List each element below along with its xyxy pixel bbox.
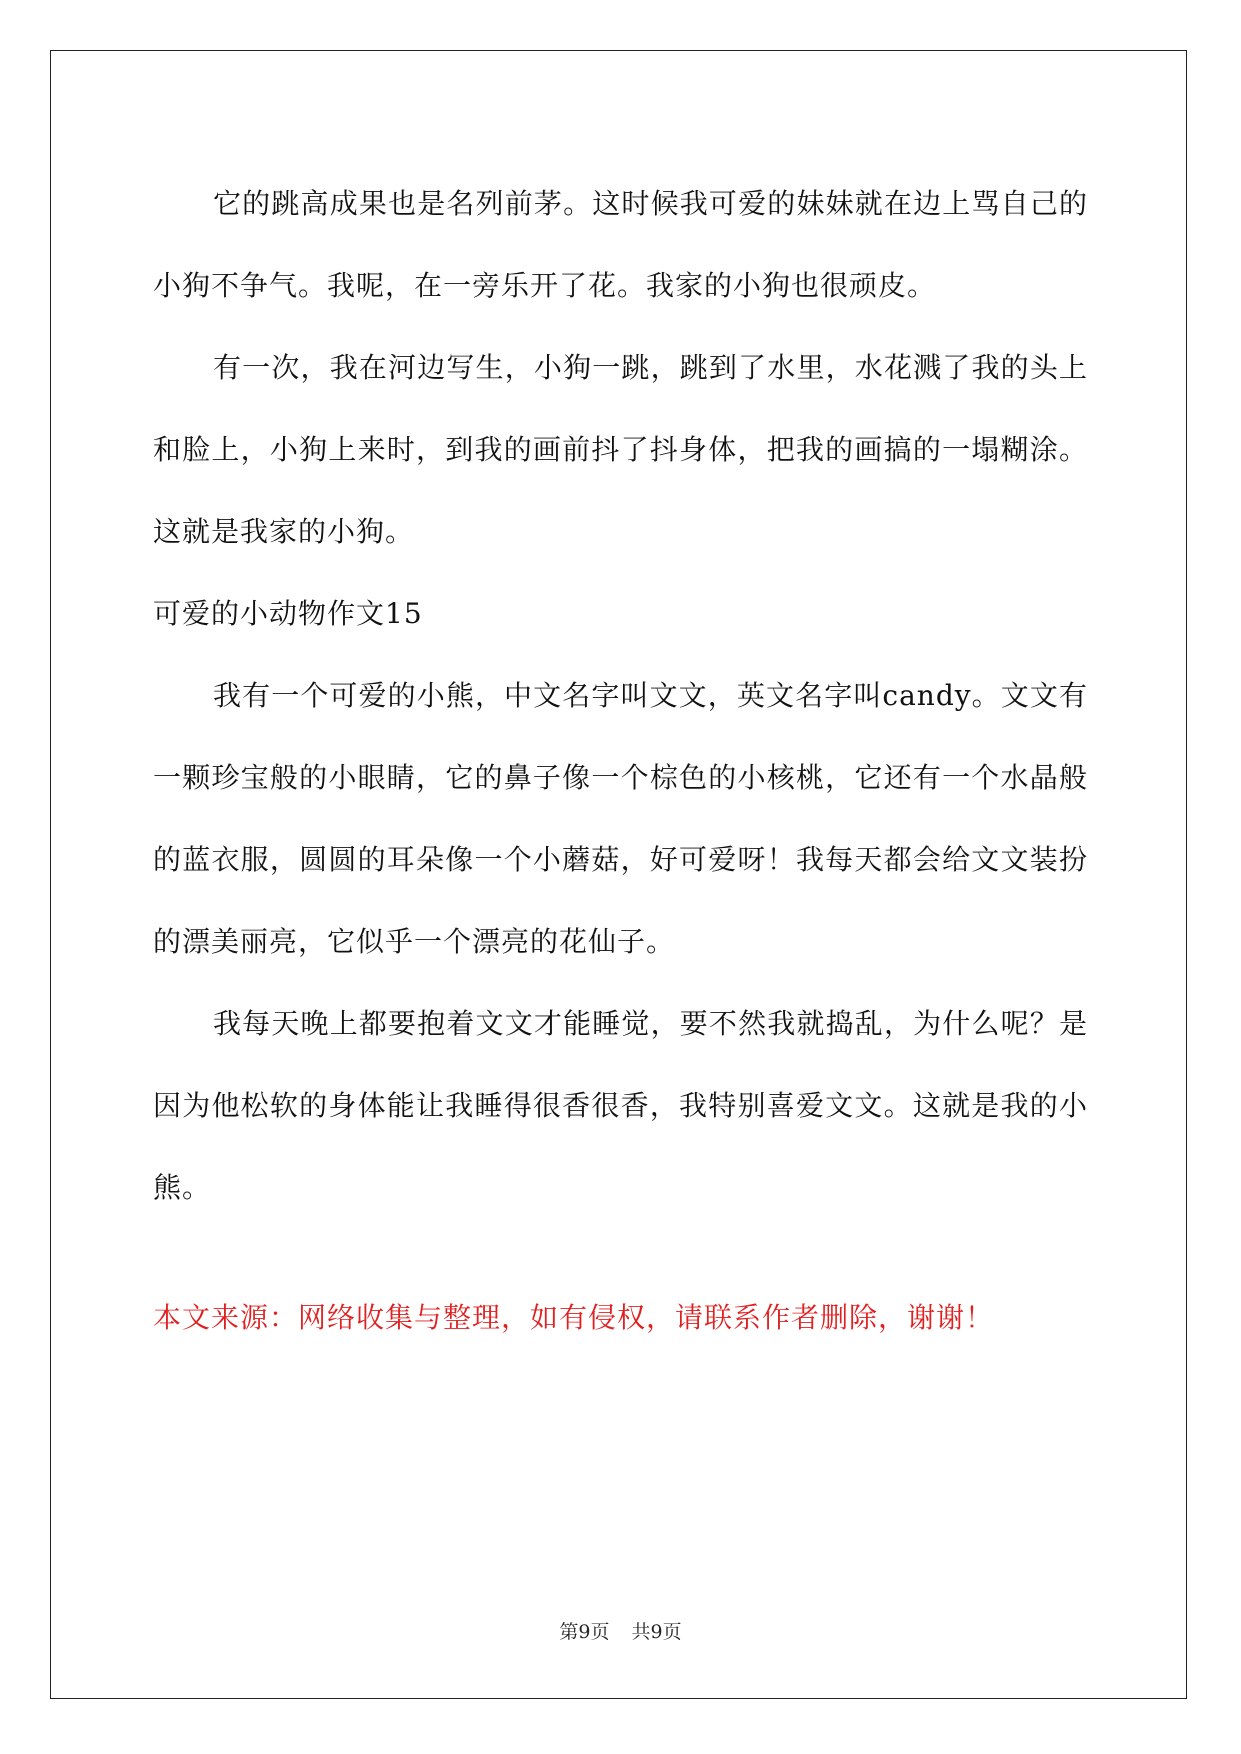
page-number-current: 第9页: [559, 1621, 610, 1643]
paragraph: 有一次，我在河边写生，小狗一跳，跳到了水里，水花溅了我的头上和脸上，小狗上来时，到我的画前抖了抖身体，把我的画搞的一塌糊涂。这就是我家的小狗。: [153, 351, 1088, 548]
paragraph: 我有一个可爱的小熊，中文名字叫文文，英文名字叫candy。文文有一颗珍宝般的小眼睛，它的鼻子像一个棕色的小核桃，它还有一个水晶般的蓝衣服，圆圆的耳朵像一个小蘑菇，好可爱呀！我每天都会给文文装扮的漂美丽亮，它似乎一个漂亮的花仙子。: [153, 679, 1088, 958]
copyright-notice: 本文来源：网络收集与整理，如有侵权，请联系作者删除，谢谢！: [153, 1301, 995, 1334]
paragraph: 它的跳高成果也是名列前茅。这时候我可爱的妹妹就在边上骂自己的小狗不争气。我呢，在一旁乐开了花。我家的小狗也很顽皮。: [153, 187, 1088, 302]
page-footer: [0, 1617, 1241, 1644]
section-heading: 可爱的小动物作文15: [153, 597, 423, 630]
paragraph: 我每天晚上都要抱着文文才能睡觉，要不然我就捣乱，为什么呢？是因为他松软的身体能让我睡得很香很香，我特别喜爱文文。这就是我的小熊。: [153, 1007, 1088, 1204]
document-body: [153, 163, 1088, 1229]
page-number-total: 共9页: [631, 1621, 682, 1643]
